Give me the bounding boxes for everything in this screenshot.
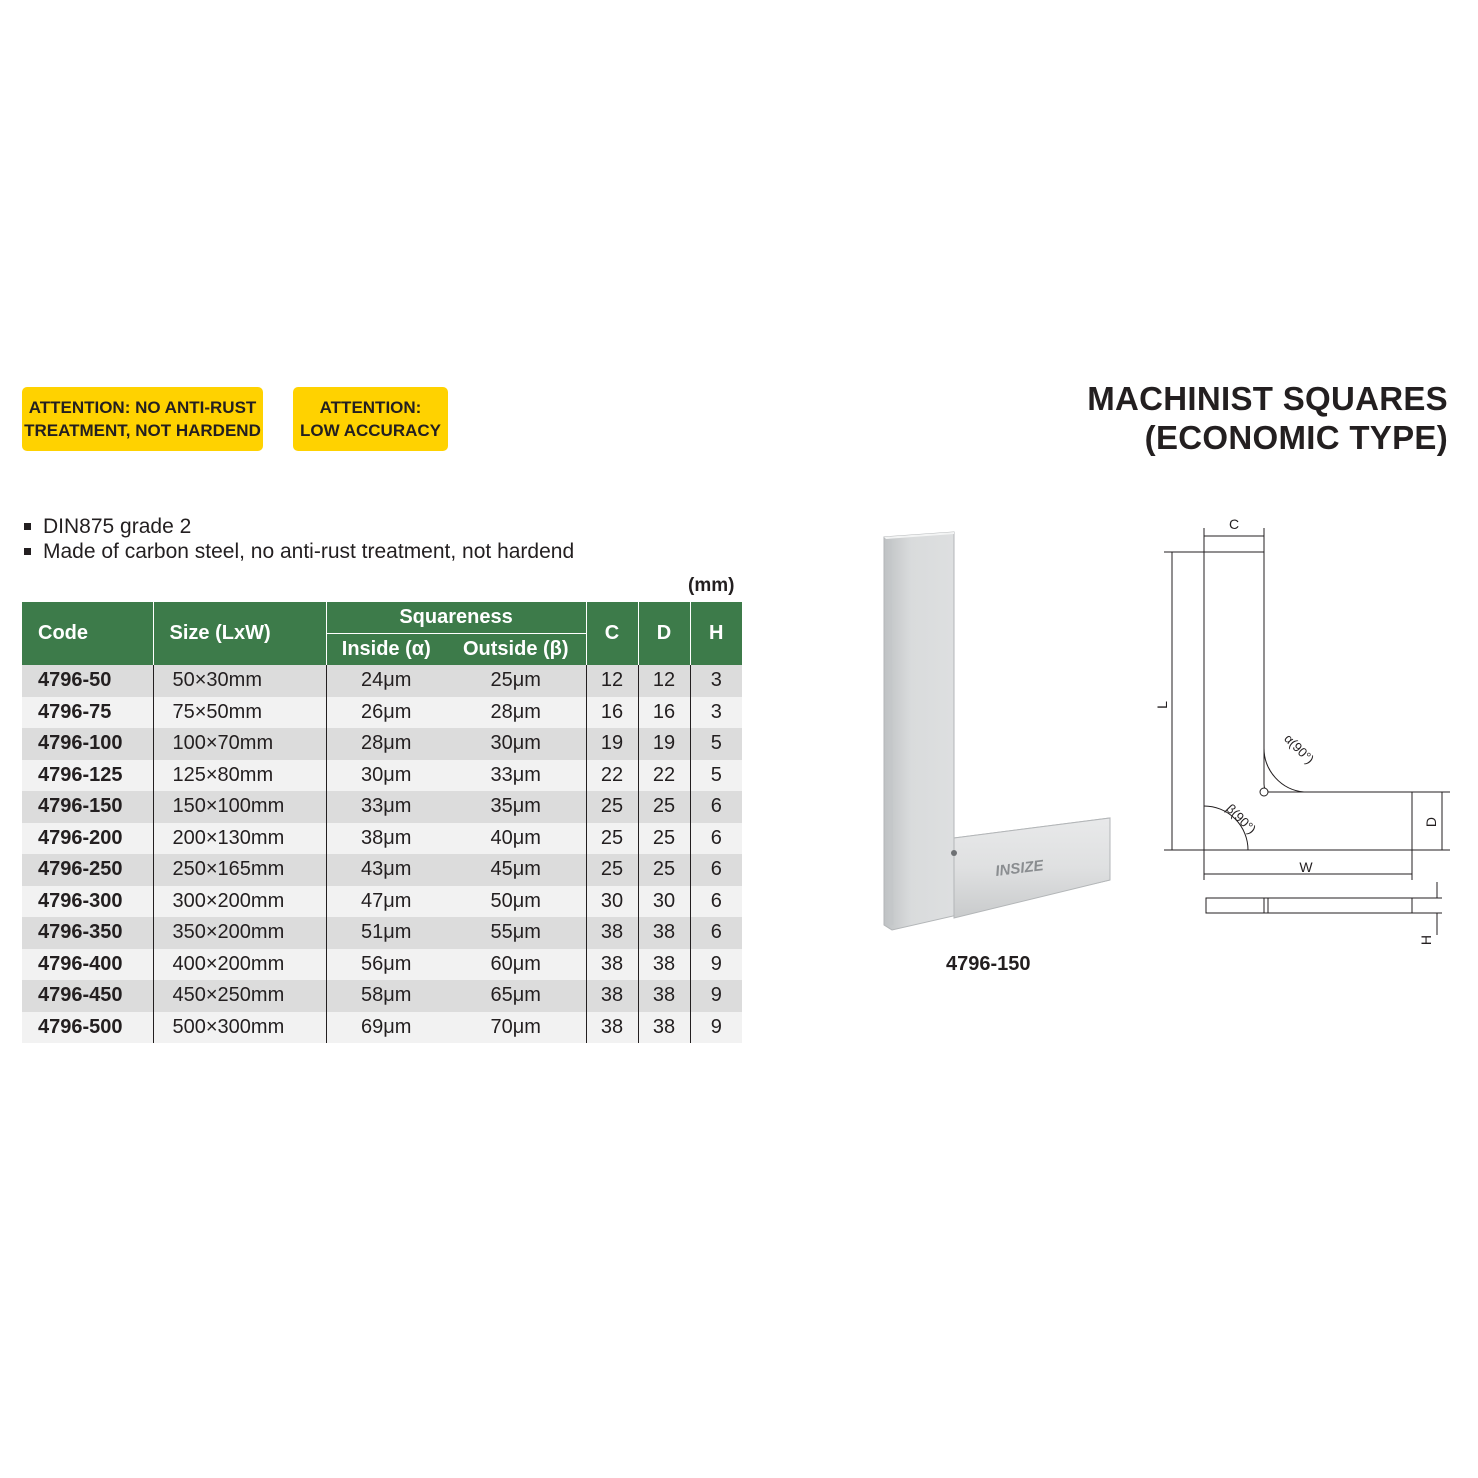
table-row [22, 980, 742, 1012]
cell-inside: 26μm [326, 697, 446, 729]
cell-code: 4796-350 [22, 917, 153, 949]
cell-size: 400×200mm [153, 949, 326, 981]
cell-d: 25 [638, 791, 690, 823]
cell-c: 25 [586, 823, 638, 855]
cell-size: 200×130mm [153, 823, 326, 855]
cell-inside: 43μm [326, 854, 446, 886]
cell-d: 16 [638, 697, 690, 729]
cell-h: 6 [690, 886, 742, 918]
cell-c: 25 [586, 854, 638, 886]
cell-code: 4796-400 [22, 949, 153, 981]
cell-h: 9 [690, 980, 742, 1012]
cell-code: 4796-125 [22, 760, 153, 792]
cell-inside: 24μm [326, 665, 446, 697]
spec-table [22, 602, 742, 1043]
cell-size: 300×200mm [153, 886, 326, 918]
feature-item [22, 539, 574, 564]
header-d: D [638, 602, 690, 665]
cell-code: 4796-50 [22, 665, 153, 697]
cell-code: 4796-250 [22, 854, 153, 886]
label-w: W [1299, 859, 1313, 875]
header-squareness: Squareness [326, 602, 586, 634]
bullet-icon [24, 523, 31, 530]
unit-label: (mm) [688, 575, 735, 596]
cell-code: 4796-450 [22, 980, 153, 1012]
table-row [22, 760, 742, 792]
cell-h: 6 [690, 854, 742, 886]
cell-h: 6 [690, 917, 742, 949]
badge-line: LOW ACCURACY [299, 421, 442, 440]
attention-badge-accuracy [293, 387, 448, 451]
header-inside: Inside (α) [326, 634, 446, 666]
cell-h: 5 [690, 728, 742, 760]
cell-h: 3 [690, 697, 742, 729]
cell-code: 4796-100 [22, 728, 153, 760]
spec-table-body [22, 665, 742, 1043]
cell-d: 12 [638, 665, 690, 697]
label-c: C [1228, 516, 1240, 532]
table-row [22, 791, 742, 823]
brand-logo: INSIZE [994, 857, 1045, 880]
drawing-svg [1150, 510, 1460, 960]
cell-code: 4796-500 [22, 1012, 153, 1044]
attention-badge-rust [22, 387, 263, 451]
relief-hole [1260, 788, 1268, 796]
cell-outside: 50μm [446, 886, 586, 918]
label-h: H [1418, 934, 1434, 946]
cell-size: 500×300mm [153, 1012, 326, 1044]
cell-outside: 30μm [446, 728, 586, 760]
page-subtitle: (ECONOMIC TYPE) [1144, 419, 1448, 456]
cell-inside: 33μm [326, 791, 446, 823]
cell-outside: 28μm [446, 697, 586, 729]
cell-c: 25 [586, 791, 638, 823]
machinist-square-image [870, 520, 1120, 935]
cell-h: 6 [690, 791, 742, 823]
cell-d: 25 [638, 823, 690, 855]
cell-c: 16 [586, 697, 638, 729]
table-row [22, 854, 742, 886]
table-row [22, 917, 742, 949]
cell-outside: 25μm [446, 665, 586, 697]
badge-line: TREATMENT, NOT HARDEND [24, 421, 261, 440]
dimension-drawing [1150, 510, 1460, 965]
cell-c: 38 [586, 917, 638, 949]
cell-code: 4796-300 [22, 886, 153, 918]
cell-outside: 33μm [446, 760, 586, 792]
cell-size: 250×165mm [153, 854, 326, 886]
table-row [22, 1012, 742, 1044]
header-c: C [586, 602, 638, 665]
product-photo [870, 520, 1120, 940]
table-row [22, 949, 742, 981]
cell-inside: 28μm [326, 728, 446, 760]
feature-text: DIN875 grade 2 [43, 515, 192, 538]
cell-d: 38 [638, 1012, 690, 1044]
cell-inside: 47μm [326, 886, 446, 918]
page-title: MACHINIST SQUARES [1087, 380, 1448, 417]
cell-c: 38 [586, 949, 638, 981]
cell-inside: 38μm [326, 823, 446, 855]
feature-text: Made of carbon steel, no anti-rust treatment, not hardend [43, 540, 575, 563]
cell-h: 3 [690, 665, 742, 697]
cell-c: 19 [586, 728, 638, 760]
bullet-icon [24, 548, 31, 555]
cell-c: 38 [586, 1012, 638, 1044]
cell-inside: 56μm [326, 949, 446, 981]
cell-inside: 58μm [326, 980, 446, 1012]
label-alpha: α(90°) [1281, 730, 1318, 767]
cell-outside: 45μm [446, 854, 586, 886]
cell-d: 22 [638, 760, 690, 792]
cell-size: 125×80mm [153, 760, 326, 792]
cell-h: 9 [690, 1012, 742, 1044]
badge-line: ATTENTION: [319, 398, 422, 417]
cell-size: 75×50mm [153, 697, 326, 729]
cell-outside: 60μm [446, 949, 586, 981]
table-row [22, 665, 742, 697]
feature-list [22, 514, 574, 564]
cell-outside: 70μm [446, 1012, 586, 1044]
cell-d: 25 [638, 854, 690, 886]
cell-inside: 30μm [326, 760, 446, 792]
cell-h: 5 [690, 760, 742, 792]
cell-d: 30 [638, 886, 690, 918]
cell-size: 450×250mm [153, 980, 326, 1012]
cell-c: 12 [586, 665, 638, 697]
relief-hole [951, 850, 957, 856]
product-caption: 4796-150 [946, 953, 1031, 975]
cell-c: 38 [586, 980, 638, 1012]
cell-outside: 40μm [446, 823, 586, 855]
header-h: H [690, 602, 742, 665]
table-row [22, 886, 742, 918]
cell-d: 38 [638, 980, 690, 1012]
cell-size: 150×100mm [153, 791, 326, 823]
cell-outside: 65μm [446, 980, 586, 1012]
cell-d: 38 [638, 917, 690, 949]
cell-code: 4796-200 [22, 823, 153, 855]
cell-c: 30 [586, 886, 638, 918]
cell-d: 38 [638, 949, 690, 981]
cell-h: 9 [690, 949, 742, 981]
cell-size: 100×70mm [153, 728, 326, 760]
cell-inside: 69μm [326, 1012, 446, 1044]
badge-line: ATTENTION: NO ANTI-RUST [28, 398, 257, 417]
table-row [22, 728, 742, 760]
cell-size: 350×200mm [153, 917, 326, 949]
cell-code: 4796-150 [22, 791, 153, 823]
label-l: L [1154, 701, 1170, 709]
cell-d: 19 [638, 728, 690, 760]
cell-outside: 55μm [446, 917, 586, 949]
cell-code: 4796-75 [22, 697, 153, 729]
label-d: D [1423, 816, 1439, 828]
side-view [1206, 898, 1412, 913]
label-beta: β(90°) [1223, 800, 1260, 837]
header-size: Size (LxW) [153, 602, 326, 665]
cell-inside: 51μm [326, 917, 446, 949]
cell-c: 22 [586, 760, 638, 792]
table-row [22, 697, 742, 729]
cell-size: 50×30mm [153, 665, 326, 697]
table-row [22, 823, 742, 855]
cell-outside: 35μm [446, 791, 586, 823]
cell-h: 6 [690, 823, 742, 855]
header-outside: Outside (β) [446, 634, 586, 666]
feature-item [22, 514, 574, 539]
header-code: Code [22, 602, 153, 665]
